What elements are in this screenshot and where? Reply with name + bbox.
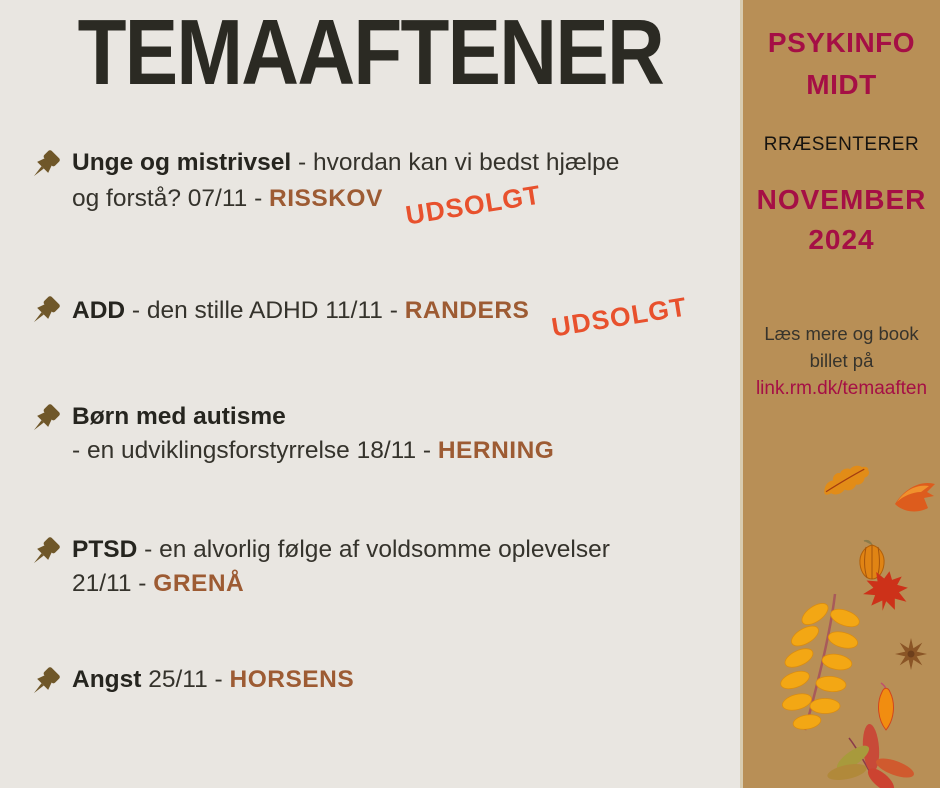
booking-info-text: [743, 320, 940, 374]
event-line-2: [72, 567, 710, 601]
event-text: 25/11 -: [141, 666, 230, 693]
pushpin-icon: [25, 293, 63, 331]
pushpin-icon: [25, 147, 63, 185]
event-text: og forstå? 07/11 -: [72, 185, 270, 212]
month-heading: [743, 180, 940, 260]
event-city: HERNING: [437, 437, 555, 464]
booking-link[interactable]: link.rm.dk/temaaften: [755, 378, 928, 399]
event-text: - den stille ADHD 11/11 -: [125, 297, 405, 324]
event-text: - hvordan kan vi bedst hjælpe: [291, 149, 620, 176]
oak-leaf-image: [816, 455, 877, 505]
sidebar: [740, 0, 940, 788]
event-line-1: [72, 533, 710, 567]
event-city: RISSKOV: [269, 185, 383, 212]
pushpin-icon: [25, 664, 63, 702]
event-line-2: [72, 179, 710, 231]
month-line-1: NOVEMBER: [756, 184, 927, 215]
star-anise-image: [893, 636, 929, 672]
event-text: - en alvorlig følge af voldsomme oplevelser: [137, 536, 610, 563]
event-ptsd: [0, 533, 710, 601]
event-line-1: [72, 400, 710, 434]
page-title-text: TEMAAFTENER: [77, 0, 663, 104]
event-line-1: [72, 146, 710, 180]
event-title: Angst: [72, 666, 142, 693]
month-line-2: 2024: [808, 224, 875, 255]
event-text: - en udviklingsforstyrrelse 18/11 -: [72, 437, 438, 464]
info-line-1: Læs mere og book: [764, 323, 919, 344]
event-boern-med-autisme: [0, 400, 710, 468]
event-city: RANDERS: [404, 297, 530, 324]
event-title: Børn med autisme: [72, 403, 286, 430]
event-city: HORSENS: [229, 666, 355, 693]
event-text: 21/11 -: [72, 570, 154, 597]
event-add: [0, 291, 710, 343]
event-title: ADD: [72, 297, 126, 324]
pushpin-icon: [25, 534, 63, 572]
event-title: Unge og mistrivsel: [72, 149, 292, 176]
pushpin-icon: [25, 401, 63, 439]
event-line-2: [72, 434, 710, 468]
soldout-badge: UDSOLGT: [549, 291, 690, 343]
event-city: GRENÅ: [153, 570, 245, 597]
rowan-compound-leaf-image: [771, 592, 867, 734]
brand-line-1: PSYKINFO: [767, 27, 916, 58]
event-line-1: [72, 663, 710, 697]
red-leaf-fragment-image: [891, 478, 937, 518]
brand-line-2: MIDT: [806, 69, 877, 100]
event-title: PTSD: [72, 536, 138, 563]
brand-psykinfo-midt: [743, 22, 940, 106]
presents-label: RRÆSENTERER: [763, 134, 920, 155]
event-unge-og-mistrivsel: [0, 146, 710, 231]
info-line-2: billet på: [809, 350, 874, 371]
event-angst: [0, 663, 710, 697]
soldout-badge: UDSOLGT: [403, 179, 543, 231]
creeper-leaf-image: [825, 716, 917, 788]
page-title: [0, 0, 740, 104]
event-line-1: [72, 291, 710, 343]
